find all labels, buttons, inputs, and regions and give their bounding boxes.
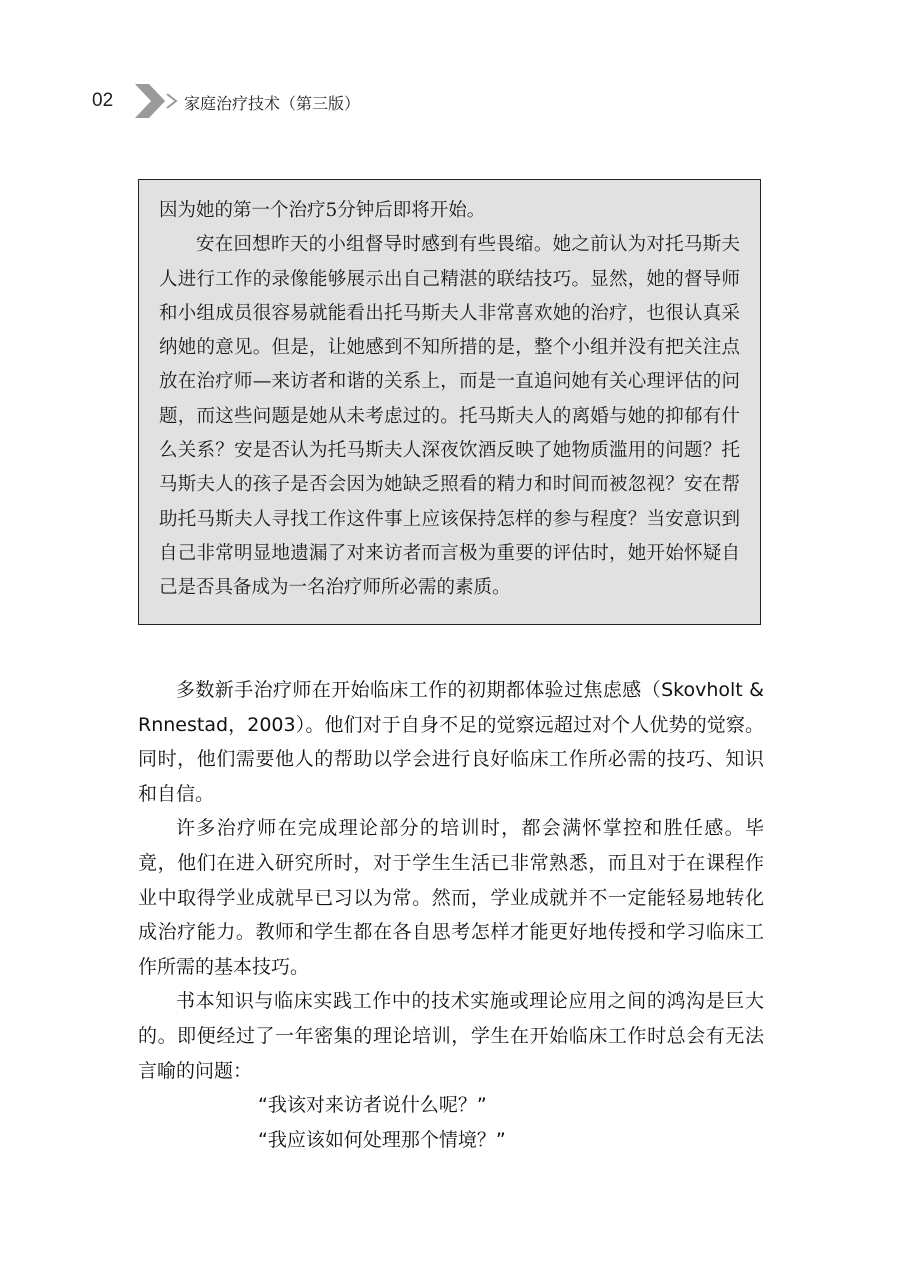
- page-number: 02: [92, 90, 114, 111]
- body-paragraph: 书本知识与临床实践工作中的技术实施或理论应用之间的鸿沟是巨大的。即便经过了一年密集的理论培训，学生在开始临床工作时总会有无法言喻的问题：: [138, 990, 764, 1082]
- running-header: [92, 84, 512, 118]
- body-paragraph: 许多治疗师在完成理论部分的培训时，都会满怀掌控和胜任感。毕竟，他们在进入研究所时，对于学生生活已非常熟悉，而且对于在课程作业中取得学业成就早已习以为常。然而，学业成就并不一定能轻易地转化成治疗能力。教师和学生都在各自思考怎样才能更好地传授和学习临床工作所需的基本技巧。: [138, 817, 764, 978]
- chevron-right-icon: [165, 93, 178, 109]
- case-paragraph: 安在回想昨天的小组督导时感到有些畏缩。她之前认为对托马斯夫人进行工作的录像能够展示出自己精湛的联结技巧。显然，她的督导师和小组成员很容易就能看出托马斯夫人非常喜欢她的治疗，也很认真采纳她的意见。但是，让她感到不知所措的是，整个小组并没有把关注点放在治疗师—来访者和谐的关系上，而是一直追问她有关心理评估的问题，而这些问题是她从未考虑过的。托马斯夫人的离婚与她的抑郁有什么关系？安是否认为托马斯夫人深夜饮酒反映了她物质滥用的问题？托马斯夫人的孩子是否会因为她缺乏照看的精力和时间而被忽视？安在帮助托马斯夫人寻找工作这件事上应该保持怎样的参与程度？当安意识到自己非常明显地遗漏了对来访者而言极为重要的评估时，她开始怀疑自己是否具备成为一名治疗师所必需的素质。: [159, 234, 740, 599]
- case-paragraph: 因为她的第一个治疗5分钟后即将开始。: [159, 200, 486, 221]
- body-paragraph: 多数新手治疗师在开始临床工作的初期都体验过焦虑感（Skovholt & Rnnestad，2003）。他们对于自身不足的觉察远超过对个人优势的觉察。同时，他们需要他人的帮助以学会进行良好临床工作所必需的技巧、知识和自信。: [138, 679, 764, 805]
- double-chevron-right-icon: [135, 84, 165, 118]
- quote-line: “我应该如何处理那个情境？”: [258, 1128, 506, 1151]
- quote-line: “我该对来访者说什么呢？”: [258, 1094, 487, 1117]
- main-text: [138, 673, 764, 1157]
- case-example-box: [138, 179, 761, 625]
- book-title: 家庭治疗技术（第三版）: [184, 94, 361, 113]
